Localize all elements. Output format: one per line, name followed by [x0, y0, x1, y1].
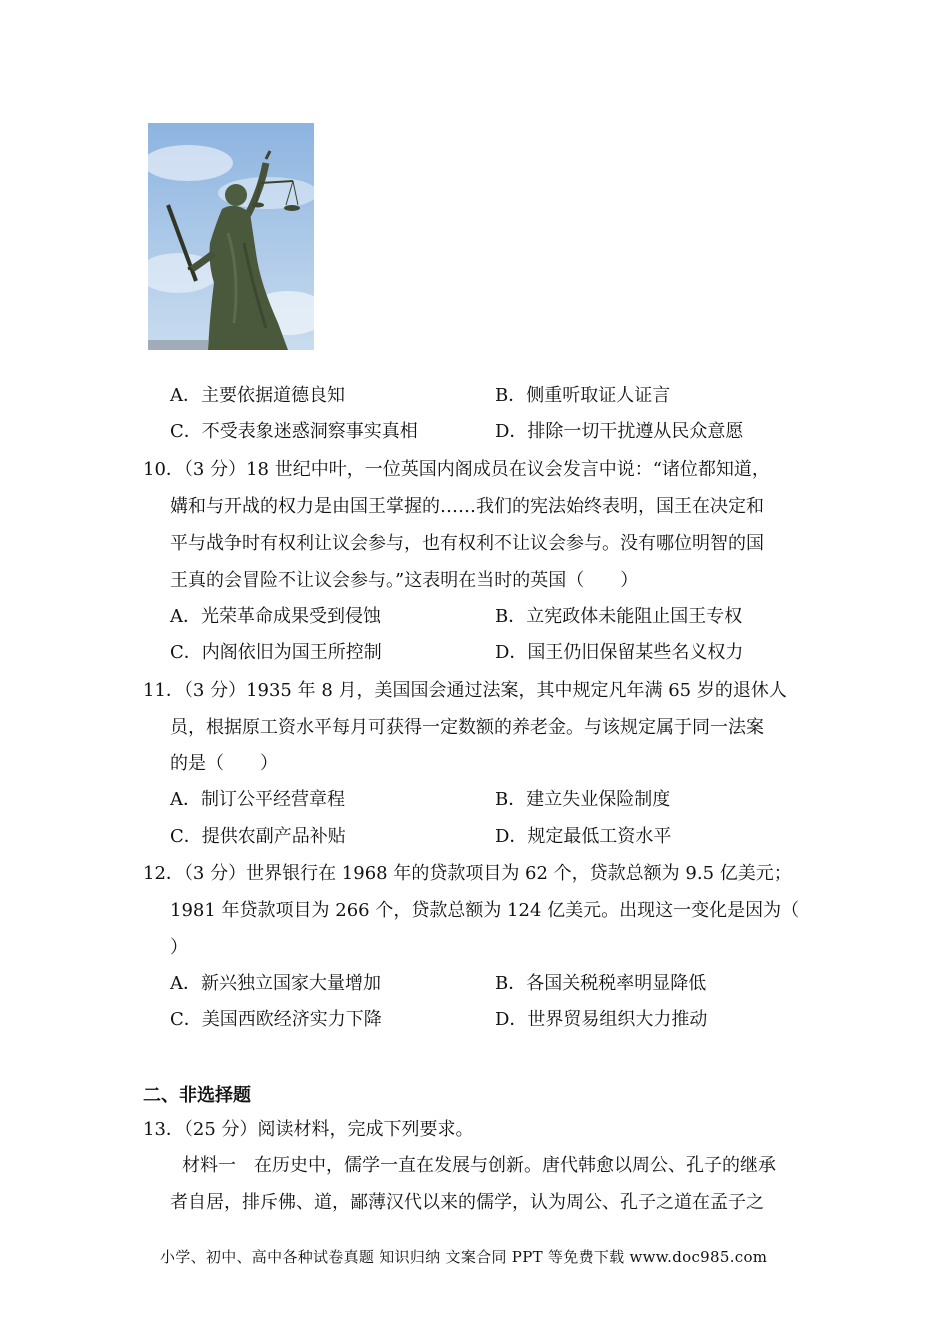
- q11-line-3: 的是（ ）: [170, 753, 278, 774]
- q13-line-1: 13．（25 分）阅读材料，完成下列要求。: [143, 1119, 474, 1140]
- q10-line-1: 10．（3 分）18 世纪中叶，一位英国内阁成员在议会发言中说：“诸位都知道，: [143, 459, 770, 480]
- q12-option-b: B．各国关税税率明显降低: [495, 973, 707, 994]
- q10-line-3: 平与战争时有权利让议会参与，也有权利不让议会参与。没有哪位明智的国: [170, 533, 764, 554]
- q9-option-c: C．不受表象迷惑洞察事实真相: [170, 421, 418, 442]
- q10-option-c: C．内阁依旧为国王所控制: [170, 642, 382, 663]
- q10-line-4: 王真的会冒险不让议会参与。”这表明在当时的英国（ ）: [170, 570, 639, 591]
- q9-option-d: D．排除一切干扰遵从民众意愿: [495, 421, 744, 442]
- q13-line-3: 者自居，排斥佛、道，鄙薄汉代以来的儒学，认为周公、孔子之道在孟子之: [170, 1192, 764, 1213]
- q11-option-d: D．规定最低工资水平: [495, 826, 672, 847]
- q10-option-a: A．光荣革命成果受到侵蚀: [170, 606, 381, 627]
- q12-line-2: 1981 年贷款项目为 266 个，贷款总额为 124 亿美元。出现这一变化是因为（: [170, 900, 800, 921]
- q10-option-d: D．国王仍旧保留某些名义权力: [495, 642, 744, 663]
- q11-line-1: 11．（3 分）1935 年 8 月，美国国会通过法案，其中规定凡年满 65 岁的退休人: [143, 680, 787, 701]
- q12-line-1: 12．（3 分）世界银行在 1968 年的贷款项目为 62 个，贷款总额为 9.5 亿美元；: [143, 863, 792, 884]
- q9-option-b: B．侧重听取证人证言: [495, 385, 671, 406]
- q10-line-2: 媾和与开战的权力是由国王掌握的……我们的宪法始终表明，国王在决定和: [170, 496, 764, 517]
- q11-option-b: B．建立失业保险制度: [495, 789, 671, 810]
- q12-line-3: ）: [170, 937, 188, 958]
- q12-option-c: C．美国西欧经济实力下降: [170, 1009, 382, 1030]
- page-footer: 小学、初中、高中各种试卷真题 知识归纳 文案合同 PPT 等免费下载 www.doc985.com: [160, 1248, 768, 1266]
- q11-line-2: 员，根据原工资水平每月可获得一定数额的养老金。与该规定属于同一法案: [170, 717, 764, 738]
- section-heading: 二、非选择题: [143, 1085, 251, 1106]
- q11-option-a: A．制订公平经营章程: [170, 789, 345, 810]
- justice-statue-image: [148, 123, 314, 350]
- q13-line-2: 材料一 在历史中，儒学一直在发展与创新。唐代韩愈以周公、孔子的继承: [182, 1155, 776, 1176]
- q12-option-d: D．世界贸易组织大力推动: [495, 1009, 708, 1030]
- q12-option-a: A．新兴独立国家大量增加: [170, 973, 381, 994]
- q10-option-b: B．立宪政体未能阻止国王专权: [495, 606, 743, 627]
- q9-option-a: A．主要依据道德良知: [170, 385, 345, 406]
- q11-option-c: C．提供农副产品补贴: [170, 826, 346, 847]
